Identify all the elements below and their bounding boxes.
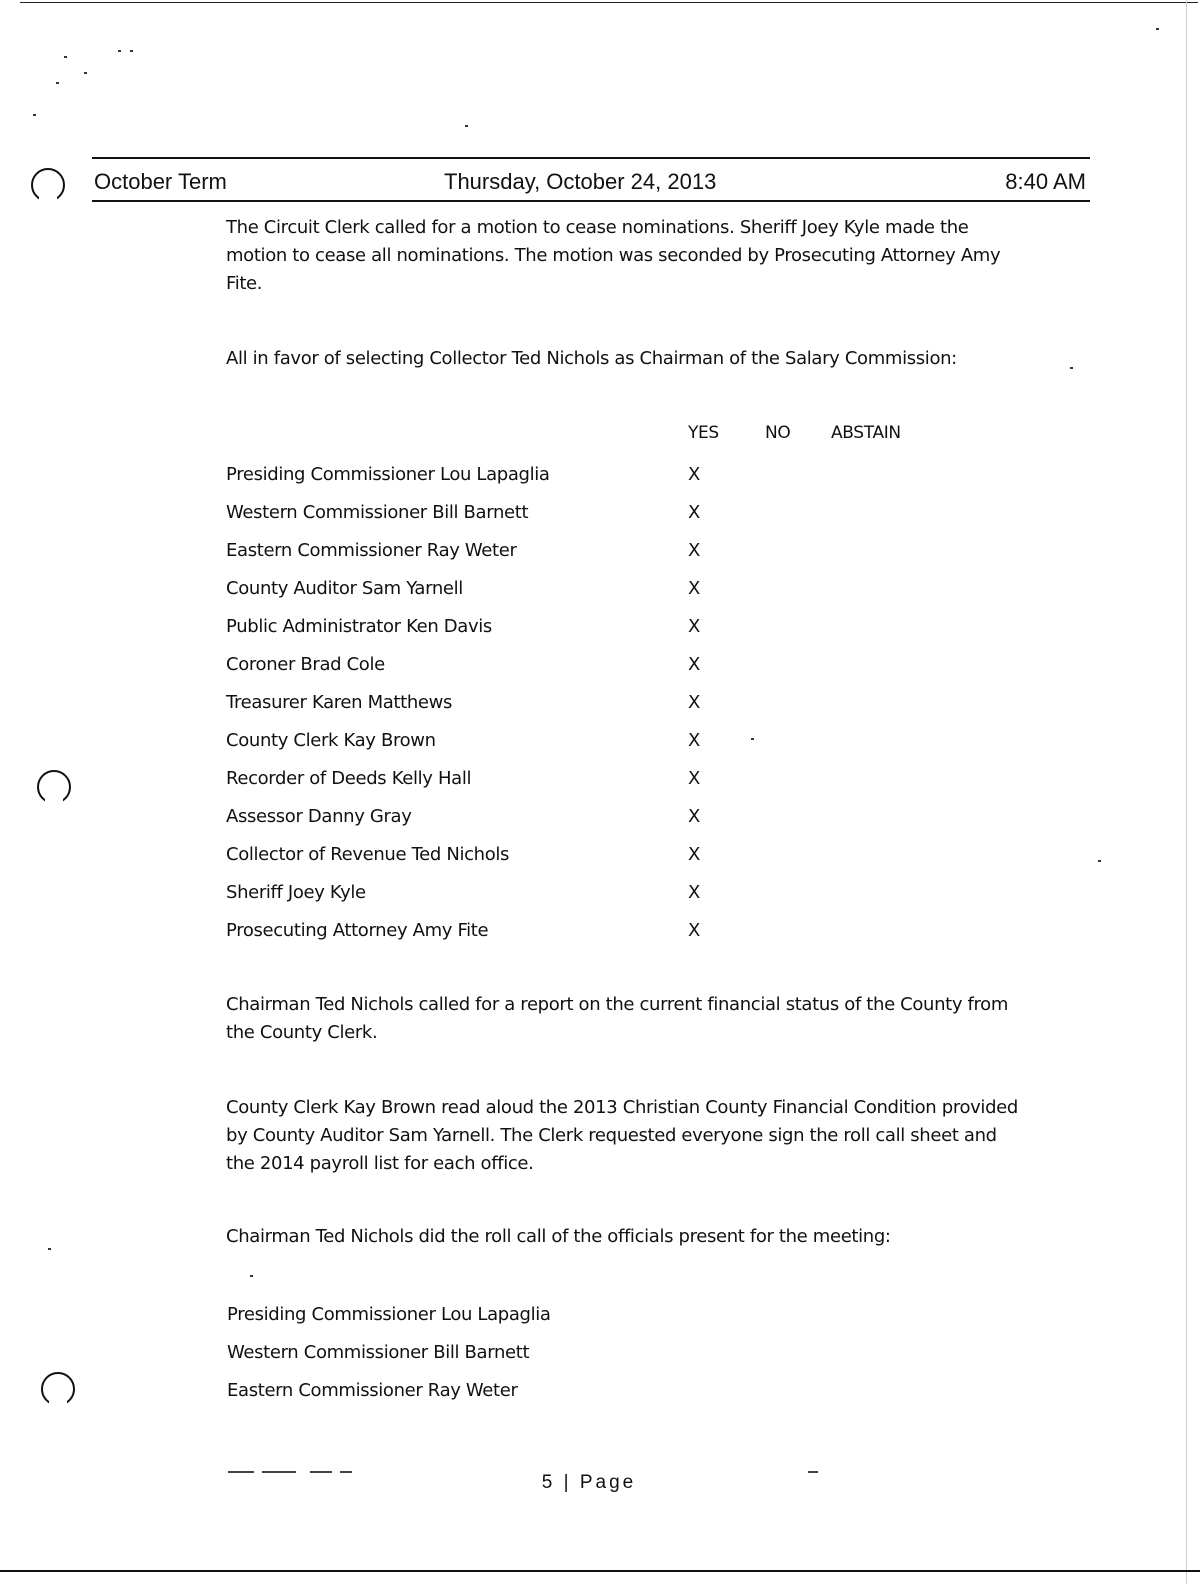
header-term: October Term — [94, 169, 227, 194]
vote-official-name: County Clerk Kay Brown — [226, 730, 436, 751]
scan-speck — [130, 50, 133, 52]
vote-yes-mark: X — [688, 540, 700, 561]
scan-speck — [56, 82, 59, 84]
vote-official-name: Treasurer Karen Matthews — [226, 692, 453, 713]
header-date: Thursday, October 24, 2013 — [444, 169, 717, 194]
vote-official-name: Western Commissioner Bill Barnett — [226, 502, 529, 523]
vote-yes-mark: X — [688, 692, 700, 713]
vote-column-no: NO — [765, 423, 791, 443]
scan-speck — [1156, 28, 1159, 30]
roll-call-item: Western Commissioner Bill Barnett — [227, 1342, 530, 1363]
vote-row — [226, 689, 926, 727]
page-label: Page — [579, 1472, 637, 1493]
vote-official-name: Public Administrator Ken Davis — [226, 616, 492, 637]
scan-speck — [48, 1248, 51, 1250]
paragraph-cease-nominations: The Circuit Clerk called for a motion to cease nominations. Sheriff Joey Kyle made the motion to cease all nominations. The motion was seconded by Prosecuting Attorney Amy Fite. — [226, 217, 1001, 294]
vote-column-yes: YES — [688, 423, 719, 443]
vote-yes-mark: X — [688, 768, 700, 789]
vote-official-name: Coroner Brad Cole — [226, 654, 385, 675]
vote-yes-mark: X — [688, 844, 700, 865]
vote-table — [226, 461, 926, 955]
vote-row — [226, 575, 926, 613]
vote-row — [226, 613, 926, 651]
vote-yes-mark: X — [688, 616, 700, 637]
vote-official-name: Presiding Commissioner Lou Lapaglia — [226, 464, 550, 485]
vote-yes-mark: X — [688, 920, 700, 941]
vote-row — [226, 499, 926, 537]
vote-official-name: Prosecuting Attorney Amy Fite — [226, 920, 489, 941]
paragraph-clerk-read: County Clerk Kay Brown read aloud the 2013 Christian County Financial Condition provided by County Auditor Sam Yarnell. The Clerk requested everyone sign the roll call sheet and the 2014 payroll list for each office. — [226, 1097, 1018, 1174]
roll-call-item: Eastern Commissioner Ray Weter — [227, 1380, 518, 1401]
vote-yes-mark: X — [688, 806, 700, 827]
vote-row — [226, 917, 926, 955]
vote-yes-mark: X — [688, 502, 700, 523]
punch-hole-top — [31, 168, 65, 202]
header-time: 8:40 AM — [1005, 169, 1086, 194]
scan-speck — [1098, 860, 1101, 862]
page-separator: | — [563, 1472, 572, 1493]
vote-column-abstain: ABSTAIN — [831, 423, 901, 443]
punch-hole-bottom — [41, 1372, 75, 1406]
page-number: 5 — [541, 1472, 556, 1493]
scan-speck — [465, 125, 468, 127]
scan-bottom-edge — [0, 1570, 1200, 1572]
scan-speck — [250, 1275, 253, 1277]
header-top-rule — [92, 157, 1090, 159]
page-footer — [0, 1472, 1178, 1494]
vote-official-name: County Auditor Sam Yarnell — [226, 578, 463, 599]
vote-official-name: Assessor Danny Gray — [226, 806, 412, 827]
scan-speck — [84, 72, 87, 74]
vote-yes-mark: X — [688, 464, 700, 485]
vote-yes-mark: X — [688, 654, 700, 675]
vote-official-name: Sheriff Joey Kyle — [226, 882, 366, 903]
vote-row — [226, 727, 926, 765]
paragraph-financial-report: Chairman Ted Nichols called for a report on the current financial status of the County from the County Clerk. — [226, 994, 1009, 1043]
vote-yes-mark: X — [688, 730, 700, 751]
paragraph-roll-call: Chairman Ted Nichols did the roll call of the officials present for the meeting: — [226, 1226, 891, 1247]
vote-official-name: Collector of Revenue Ted Nichols — [226, 844, 510, 865]
vote-yes-mark: X — [688, 882, 700, 903]
vote-row — [226, 803, 926, 841]
punch-hole-middle — [37, 770, 71, 804]
scan-speck — [1070, 367, 1073, 369]
vote-row — [226, 651, 926, 689]
roll-call-list — [227, 1301, 551, 1415]
roll-call-item: Presiding Commissioner Lou Lapaglia — [227, 1304, 551, 1325]
header-bottom-rule — [92, 200, 1090, 202]
scan-right-edge — [1186, 0, 1187, 1584]
scan-speck — [64, 56, 67, 58]
vote-row — [226, 841, 926, 879]
vote-official-name: Eastern Commissioner Ray Weter — [226, 540, 517, 561]
scan-speck — [33, 114, 36, 116]
vote-row — [226, 461, 926, 499]
paragraph-all-in-favor: All in favor of selecting Collector Ted Nichols as Chairman of the Salary Commission: — [226, 348, 957, 369]
vote-official-name: Recorder of Deeds Kelly Hall — [226, 768, 472, 789]
vote-row — [226, 765, 926, 803]
vote-row — [226, 537, 926, 575]
vote-row — [226, 879, 926, 917]
vote-yes-mark: X — [688, 578, 700, 599]
scan-top-edge — [20, 2, 1198, 3]
scan-speck — [118, 50, 121, 52]
